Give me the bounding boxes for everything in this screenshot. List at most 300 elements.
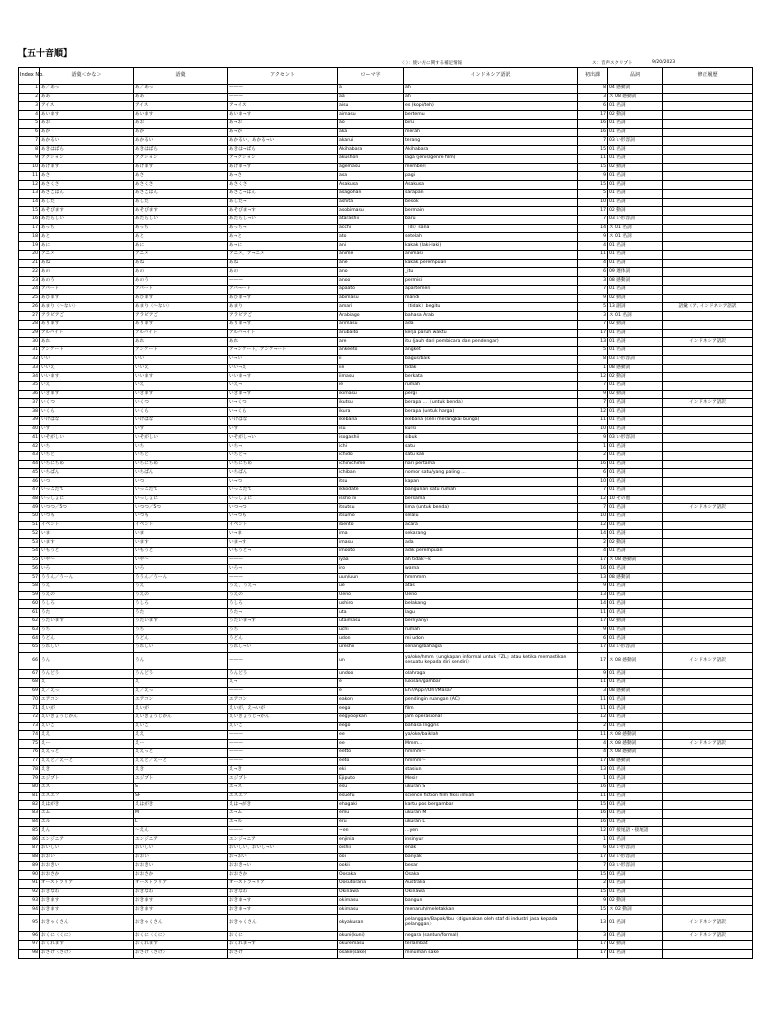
indonesian-cell: satu — [404, 443, 578, 452]
lesson-cell: 17 — [578, 757, 608, 766]
kana-cell: いっこだて — [40, 486, 134, 495]
lesson-cell: 5 — [578, 347, 608, 356]
indonesian-cell: warna — [404, 565, 578, 574]
vocab-cell: あたらしい — [134, 216, 228, 225]
lesson-cell: 1 — [578, 443, 608, 452]
pos-cell: 01 名詞 — [608, 609, 663, 618]
revision-cell: インドネシア語訳 — [663, 652, 753, 670]
index-cell: 96 — [19, 932, 40, 941]
accent-cell: うえの — [228, 591, 338, 600]
index-cell: 33 — [19, 364, 40, 373]
pos-cell: 01 名詞 — [608, 460, 663, 469]
vocab-cell: えいぎょうじかん — [134, 713, 228, 722]
kana-cell: あと — [40, 233, 134, 242]
vocab-cell: あと — [134, 233, 228, 242]
kana-cell: エス — [40, 783, 134, 792]
revision-cell — [663, 574, 753, 583]
indonesian-cell: ah — [404, 85, 578, 94]
pos-cell: 01 名詞 — [608, 888, 663, 897]
romaji-cell: eegyoojikan — [338, 713, 404, 722]
vocab-cell: あっち — [134, 224, 228, 233]
index-cell: 22 — [19, 268, 40, 277]
romaji-cell: uun/uun — [338, 574, 404, 583]
accent-cell: あ¬と — [228, 233, 338, 242]
lesson-cell: 17 — [578, 652, 608, 670]
indonesian-cell: nomor satu/yang paling … — [404, 469, 578, 478]
romaji-cell: ii — [338, 355, 404, 364]
revision-cell — [663, 434, 753, 443]
lesson-cell: 1 — [578, 364, 608, 373]
vocab-cell: あげます — [134, 163, 228, 172]
index-cell: 61 — [19, 609, 40, 618]
table-row — [19, 242, 753, 251]
index-cell: 76 — [19, 748, 40, 757]
pos-cell: 01 名詞 — [608, 713, 663, 722]
pos-cell: 01 名詞 — [608, 949, 663, 958]
indonesian-cell: rumah — [404, 626, 578, 635]
table-row — [19, 451, 753, 460]
indonesian-cell: angket — [404, 347, 578, 356]
revision-cell: インドネシア語訳 — [663, 399, 753, 408]
kana-cell: いちど — [40, 451, 134, 460]
romaji-cell: ie — [338, 381, 404, 390]
vocab-cell: えいが — [134, 705, 228, 714]
pos-cell: 01 名詞 — [608, 670, 663, 679]
kana-cell: いや〜 — [40, 556, 134, 565]
lesson-cell: 4 — [578, 748, 608, 757]
indonesian-cell: itu (jauh dari pembicara dan pendengar) — [404, 338, 578, 347]
pos-cell: 01 名詞 — [608, 181, 663, 190]
romaji-cell: Asakusa — [338, 181, 404, 190]
index-cell: 35 — [19, 381, 40, 390]
pos-cell: 02 動詞 — [608, 163, 663, 172]
lesson-cell: 4 — [578, 740, 608, 749]
pos-cell: 01 名詞 — [608, 128, 663, 137]
table-row — [19, 250, 753, 259]
revision-cell — [663, 172, 753, 181]
accent-cell: い¬つ — [228, 478, 338, 487]
accent-cell: えいが，え¬いが — [228, 705, 338, 714]
kana-cell: えいが — [40, 705, 134, 714]
table-row — [19, 862, 753, 871]
kana-cell: アンケート — [40, 347, 134, 356]
table-row — [19, 294, 753, 303]
revision-cell — [663, 408, 753, 417]
romaji-cell: iro — [338, 565, 404, 574]
indonesian-cell: permisi — [404, 277, 578, 286]
revision-cell — [663, 250, 753, 259]
accent-cell: あいま¬す — [228, 111, 338, 120]
lesson-cell: 9 — [578, 233, 608, 242]
romaji-cell: imooto — [338, 547, 404, 556]
index-cell: 37 — [19, 399, 40, 408]
index-cell: 36 — [19, 390, 40, 399]
kana-cell: あ／あっ — [40, 85, 134, 94]
index-cell: 41 — [19, 434, 40, 443]
table-row — [19, 775, 753, 784]
table-row — [19, 818, 753, 827]
revision-cell — [663, 486, 753, 495]
index-cell: 14 — [19, 198, 40, 207]
vocab-cell: あきはばら — [134, 146, 228, 155]
table-row — [19, 582, 753, 591]
romaji-cell: ato — [338, 233, 404, 242]
indonesian-cell: setelah — [404, 233, 578, 242]
vocab-cell: うえの — [134, 591, 228, 600]
pos-cell: 02 動詞 — [608, 539, 663, 548]
pos-cell: 03 い形容詞 — [608, 862, 663, 871]
vocab-cell: いち — [134, 443, 228, 452]
index-cell: 95 — [19, 914, 40, 932]
indonesian-cell: bernyanyi — [404, 617, 578, 626]
accent-cell: いま¬す — [228, 539, 338, 548]
revision-cell — [663, 687, 753, 696]
index-cell: 12 — [19, 181, 40, 190]
accent-cell: ——— — [228, 652, 338, 670]
vocab-cell: え／えっ — [134, 687, 228, 696]
romaji-cell: udon — [338, 635, 404, 644]
romaji-cell: ikutsu — [338, 399, 404, 408]
vocab-cell: アイス — [134, 102, 228, 111]
index-cell: 88 — [19, 853, 40, 862]
revision-cell — [663, 644, 753, 653]
kana-cell: いいえ — [40, 364, 134, 373]
pos-cell: 01 名詞 — [608, 189, 663, 198]
accent-cell: うたいま¬す — [228, 617, 338, 626]
lesson-cell: 15 — [578, 146, 608, 155]
vocab-cell: いす — [134, 425, 228, 434]
index-cell: 56 — [19, 565, 40, 574]
index-cell: 31 — [19, 347, 40, 356]
vocab-cell: おきなわ — [134, 888, 228, 897]
vocab-cell: えー — [134, 740, 228, 749]
index-cell: 30 — [19, 338, 40, 347]
vocab-cell: ううん／うーん — [134, 574, 228, 583]
kana-cell: いそがしい — [40, 434, 134, 443]
index-cell: 32 — [19, 355, 40, 364]
pos-cell: ス 08 感動詞 — [608, 93, 663, 102]
vocab-cell: おいしい — [134, 844, 228, 853]
revision-cell — [663, 119, 753, 128]
table-row — [19, 146, 753, 155]
index-cell: 94 — [19, 906, 40, 915]
accent-cell: いち¬ — [228, 443, 338, 452]
indonesian-cell: Mesir — [404, 775, 578, 784]
kana-cell: え — [40, 678, 134, 687]
romaji-cell: acchi — [338, 224, 404, 233]
table-row — [19, 93, 753, 102]
romaji-cell: eego — [338, 722, 404, 731]
indonesian-cell: Eh?/App?/Oh!/Masa? — [404, 687, 578, 696]
indonesian-cell: berapa (untuk harga) — [404, 408, 578, 417]
kana-cell: うえの — [40, 591, 134, 600]
table-row — [19, 879, 753, 888]
index-cell: 11 — [19, 172, 40, 181]
revision-cell — [663, 277, 753, 286]
accent-cell: アパ¬ート — [228, 285, 338, 294]
pos-cell: 04 感動詞 — [608, 85, 663, 94]
pos-cell: 01 名詞 — [608, 478, 663, 487]
vocab-cell: あります — [134, 320, 228, 329]
lesson-cell: 11 — [578, 792, 608, 801]
lesson-cell: 12 — [578, 495, 608, 504]
index-cell: 9 — [19, 154, 40, 163]
pos-cell: 01 名詞 — [608, 443, 663, 452]
revision-cell — [663, 163, 753, 172]
kana-cell: あまり〈〜ない〉 — [40, 303, 134, 312]
romaji-cell: aka — [338, 128, 404, 137]
pos-cell: 01 名詞 — [608, 486, 663, 495]
lesson-cell: 6 — [578, 469, 608, 478]
accent-cell: い¬い — [228, 355, 338, 364]
pos-cell: 01 名詞 — [608, 146, 663, 155]
table-row — [19, 783, 753, 792]
revision-cell — [663, 731, 753, 740]
revision-cell — [663, 189, 753, 198]
vocab-cell: いい — [134, 355, 228, 364]
table-row — [19, 635, 753, 644]
kana-cell: え／えっ — [40, 687, 134, 696]
index-cell: 13 — [19, 189, 40, 198]
column-header: 修正履歴 — [663, 68, 753, 85]
romaji-cell: esu — [338, 783, 404, 792]
romaji-cell: ~en — [338, 827, 404, 836]
revision-cell — [663, 582, 753, 591]
romaji-cell: akarui — [338, 137, 404, 146]
romaji-cell: agemasu — [338, 163, 404, 172]
kana-cell: あの — [40, 268, 134, 277]
indonesian-cell: adik perempuan — [404, 547, 578, 556]
revision-cell — [663, 259, 753, 268]
kana-cell: あれ — [40, 338, 134, 347]
table-row — [19, 853, 753, 862]
index-cell: 52 — [19, 530, 40, 539]
kana-cell: おくに〈くに〉 — [40, 932, 134, 941]
index-cell: 72 — [19, 713, 40, 722]
revision-cell — [663, 530, 753, 539]
romaji-cell: ashita — [338, 198, 404, 207]
vocabulary-table — [18, 67, 753, 959]
revision-cell — [663, 242, 753, 251]
table-row — [19, 809, 753, 818]
lesson-cell: 11 — [578, 705, 608, 714]
pos-cell: 03 い形容詞 — [608, 853, 663, 862]
vocab-cell: おおい — [134, 853, 228, 862]
revision-cell — [663, 512, 753, 521]
pos-cell: 01 名詞 — [608, 285, 663, 294]
lesson-cell: 16 — [578, 128, 608, 137]
table-row — [19, 478, 753, 487]
lesson-cell: 5 — [578, 303, 608, 312]
index-cell: 50 — [19, 512, 40, 521]
indonesian-cell: bahasa Inggris — [404, 722, 578, 731]
revision-cell — [663, 469, 753, 478]
indonesian-cell: lukisan/gambar — [404, 678, 578, 687]
vocab-cell: あさごはん — [134, 189, 228, 198]
index-cell: 45 — [19, 469, 40, 478]
table-row — [19, 949, 753, 958]
lesson-cell: 11 — [578, 678, 608, 687]
kana-cell: アニメ — [40, 250, 134, 259]
romaji-cell: un — [338, 652, 404, 670]
lesson-cell: 14 — [578, 600, 608, 609]
indonesian-cell: bangun — [404, 897, 578, 906]
indonesian-cell: ukuran M — [404, 809, 578, 818]
romaji-cell: asobimasu — [338, 207, 404, 216]
vocab-cell: うち — [134, 626, 228, 635]
vocab-cell: あ／あっ — [134, 85, 228, 94]
pos-cell: 01 名詞 — [608, 451, 663, 460]
kana-cell: あいます — [40, 111, 134, 120]
indonesian-cell: besok — [404, 198, 578, 207]
table-row — [19, 460, 753, 469]
pos-cell: 08 感動詞 — [608, 574, 663, 583]
indonesian-cell: satu kali — [404, 451, 578, 460]
kana-cell: ああ — [40, 93, 134, 102]
pos-cell: 01 名詞 — [608, 198, 663, 207]
table-row — [19, 181, 753, 190]
indonesian-cell: minuman sake — [404, 949, 578, 958]
table-row — [19, 556, 753, 565]
pos-cell: 01 名詞 — [608, 329, 663, 338]
vocab-cell: ええと／えーと — [134, 757, 228, 766]
lesson-cell: 10 — [578, 512, 608, 521]
romaji-cell: osake(sake) — [338, 949, 404, 958]
lesson-cell: 12 — [578, 827, 608, 836]
indonesian-cell: （tidak）begitu — [404, 303, 578, 312]
index-cell: 39 — [19, 416, 40, 425]
romaji-cell: itsumo — [338, 512, 404, 521]
accent-cell: あね — [228, 259, 338, 268]
pos-cell: 09 連体詞 — [608, 268, 663, 277]
index-cell: 65 — [19, 644, 40, 653]
revision-cell — [663, 626, 753, 635]
pos-cell: 01 名詞 — [608, 818, 663, 827]
pos-cell: 01 名詞 — [608, 626, 663, 635]
revision-cell — [663, 941, 753, 950]
pos-cell: 02 動詞 — [608, 373, 663, 382]
accent-cell: いいま¬す — [228, 373, 338, 382]
lesson-cell: 9 — [578, 390, 608, 399]
lesson-cell: 12 — [578, 713, 608, 722]
romaji-cell: okimasu — [338, 897, 404, 906]
indonesian-cell: Akihabara — [404, 146, 578, 155]
vocab-cell: いま — [134, 530, 228, 539]
kana-cell: ええと／えーと — [40, 757, 134, 766]
romaji-cell: are — [338, 338, 404, 347]
pos-cell: 02 動詞 — [608, 207, 663, 216]
lesson-cell: 7 — [578, 381, 608, 390]
lesson-cell: 15 — [578, 906, 608, 915]
table-row — [19, 574, 753, 583]
kana-cell: あさごはん — [40, 189, 134, 198]
accent-cell: ——— — [228, 556, 338, 565]
revision-cell — [663, 678, 753, 687]
revision-cell — [663, 373, 753, 382]
table-row — [19, 303, 753, 312]
lesson-cell: 3 — [578, 312, 608, 321]
lesson-cell: 5 — [578, 189, 608, 198]
index-cell: 20 — [19, 250, 40, 259]
index-cell: 5 — [19, 119, 40, 128]
table-row — [19, 425, 753, 434]
index-cell: 44 — [19, 460, 40, 469]
accent-cell: エ¬ル — [228, 818, 338, 827]
accent-cell: いきま¬す — [228, 390, 338, 399]
pos-cell: 03 い形容詞 — [608, 355, 663, 364]
revision-cell — [663, 609, 753, 618]
vocab-cell: イベント — [134, 521, 228, 530]
revision-cell — [663, 853, 753, 862]
vocab-cell: おさけ〈さけ〉 — [134, 949, 228, 958]
index-cell: 17 — [19, 224, 40, 233]
table-row — [19, 670, 753, 679]
kana-cell: いきます — [40, 390, 134, 399]
lesson-cell: 4 — [578, 259, 608, 268]
vocab-cell: あの — [134, 268, 228, 277]
lesson-cell: 16 — [578, 818, 608, 827]
indonesian-cell: hmmm〜 — [404, 757, 578, 766]
revision-cell: インドネシア語訳 — [663, 338, 753, 347]
kana-cell: おさけ〈さけ〉 — [40, 949, 134, 958]
note-label: 〈 〉：使い方に関する補足情報 — [400, 61, 463, 66]
indonesian-cell: …yen — [404, 827, 578, 836]
kana-cell: うち — [40, 626, 134, 635]
index-cell: 70 — [19, 696, 40, 705]
pos-cell: 08 感動詞 — [608, 687, 663, 696]
index-cell: 27 — [19, 312, 40, 321]
kana-cell: おきなわ — [40, 888, 134, 897]
lesson-cell: 16 — [578, 809, 608, 818]
revision-cell — [663, 547, 753, 556]
revision-cell — [663, 617, 753, 626]
index-cell: 16 — [19, 216, 40, 225]
lesson-cell: 17 — [578, 941, 608, 950]
lesson-cell: 10 — [578, 198, 608, 207]
vocab-cell: いつつ／5つ — [134, 504, 228, 513]
index-cell: 97 — [19, 941, 40, 950]
index-cell: 59 — [19, 591, 40, 600]
romaji-cell: Oosutoraria — [338, 879, 404, 888]
accent-cell: あ¬か — [228, 128, 338, 137]
vocab-cell: あね — [134, 259, 228, 268]
romaji-cell: ano — [338, 268, 404, 277]
accent-cell: いけばな — [228, 416, 338, 425]
revision-cell — [663, 556, 753, 565]
kana-cell: おきます — [40, 897, 134, 906]
table-row — [19, 591, 753, 600]
vocab-cell: いもうと — [134, 547, 228, 556]
table-row — [19, 207, 753, 216]
accent-cell: あかるい，あかる¬い — [228, 137, 338, 146]
romaji-cell: uta — [338, 609, 404, 618]
pos-cell: 01 名詞 — [608, 914, 663, 932]
revision-cell — [663, 146, 753, 155]
indonesian-cell: Okinawa — [404, 888, 578, 897]
vocab-cell: うれしい — [134, 644, 228, 653]
index-cell: 92 — [19, 888, 40, 897]
lesson-cell: 8 — [578, 355, 608, 364]
vocab-cell: うん — [134, 652, 228, 670]
lesson-cell: 15 — [578, 801, 608, 810]
indonesian-cell: belakang — [404, 600, 578, 609]
table-row — [19, 102, 753, 111]
vocab-cell: アパート — [134, 285, 228, 294]
indonesian-cell: terlambat — [404, 941, 578, 950]
romaji-cell: eakon — [338, 696, 404, 705]
kana-cell: いいます — [40, 373, 134, 382]
table-row — [19, 906, 753, 915]
